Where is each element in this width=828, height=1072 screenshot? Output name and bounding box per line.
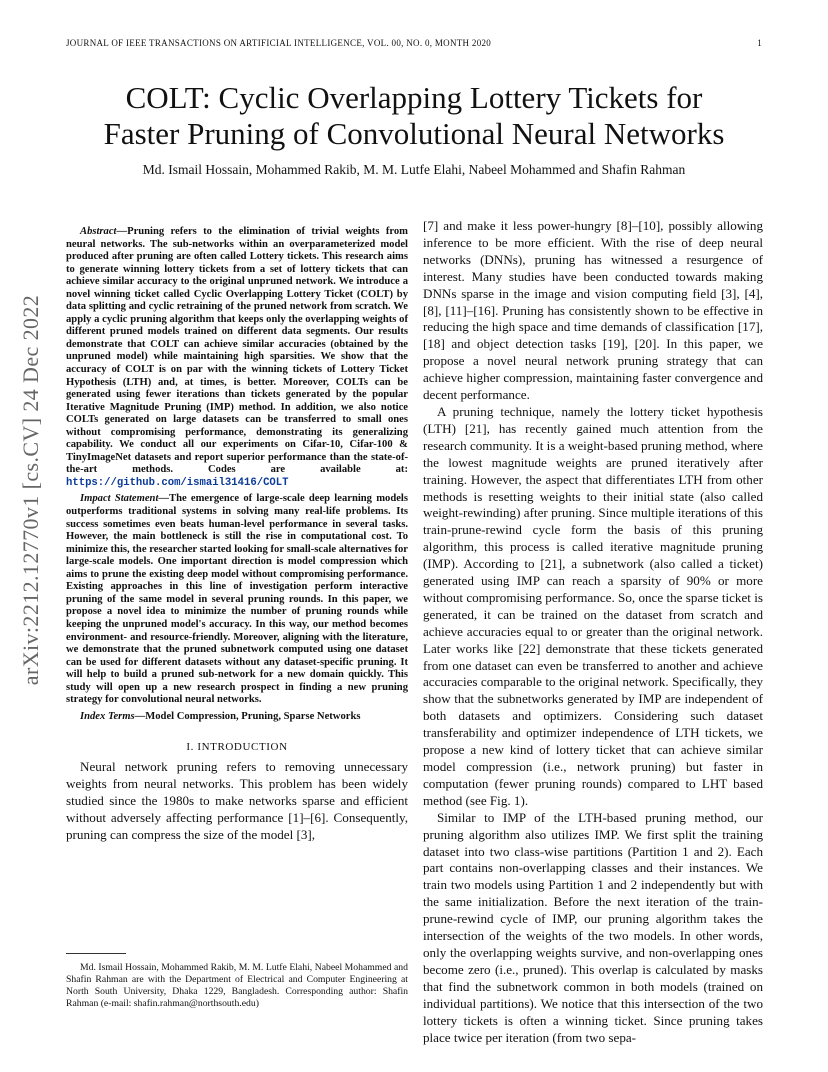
index-terms-text: —Model Compression, Pruning, Sparse Networks	[134, 710, 361, 722]
right-column	[423, 218, 763, 1046]
journal-name: JOURNAL OF IEEE TRANSACTIONS ON ARTIFICIAL INTELLIGENCE, VOL. 00, NO. 0, MONTH 2020	[66, 38, 492, 48]
section-heading: I. INTRODUCTION	[186, 741, 288, 754]
impact-text: —The emergence of large-scale deep learning models outperforms traditional systems in solving many real-life problems. Its success sometimes even beats human-level performance in several tasks. However, the main bottleneck is still the rise in computational cost. To minimize this, the researcher started looking for small-scale alternatives for large-scale models. One important direction is model compression which aims to prune the existing deep model without compromising performance. Existing approaches in this line of investigation perform interactive pruning of the same model in several pruning rounds. In this paper, we propose a novel idea to minimize the number of pruning rounds while keeping the unpruned model's accuracy. In this way, our method becomes environment- and resource-friendly. Moreover, aligning with the literature, we demonstrate that the pruned subnetwork computed using one dataset can be used for different datasets without any dataset-specific pruning. It will help to build a pruned sub-network for a new domain quickly. This study will open up a new research prospect in finding a new pruning strategy for convolutional neural networks.	[66, 493, 408, 706]
page-number: 1	[757, 38, 762, 48]
author-list: Md. Ismail Hossain, Mohammed Rakib, M. M. Lutfe Elahi, Nabeel Mohammed and Shafin Rahman	[142, 162, 686, 177]
paper-title	[40, 80, 788, 152]
code-link[interactable]: https://github.com/ismail31416/COLT	[66, 476, 289, 489]
body-paragraph-1: [7] and make it less power-hungry [8]–[10], possibly allowing inference to be more efficient. With the rise of deep neural networks (DNNs), pruning has witnessed a resurgence of interest. Many studies have been conducted towards making DNNs sparse in the image and vision computing field [3], [4], [8], [11]–[16]. Pruning has consistently shown to be effective in reducing the high space and time demands of classification [17], [18] and object detection tasks [19], [20]. In this paper, we propose a novel neural network pruning strategy that can achieve higher compression, maintaining faster convergence and decent performance.	[423, 218, 763, 403]
running-header	[66, 38, 762, 48]
title-line-1: COLT: Cyclic Overlapping Lottery Tickets for	[125, 80, 703, 115]
abstract-label: Abstract	[80, 226, 117, 237]
left-column	[66, 226, 408, 844]
abstract	[66, 226, 408, 723]
arxiv-stamp	[10, 294, 52, 686]
arxiv-id: arXiv:2212.12770v1 [cs.CV] 24 Dec 2022	[18, 294, 43, 686]
index-terms-label: Index Terms	[80, 710, 135, 722]
intro-paragraph: Neural network pruning refers to removing unnecessary weights from neural networks. This problem has been widely studied since the 1980s to make networks sparse and efficient without adversely affecting performance [1]–[6]. Consequently, pruning can compress the size of the model [3],	[66, 759, 408, 842]
body-paragraph-3: Similar to IMP of the LTH-based pruning method, our pruning algorithm also utilizes IMP. We first split the training dataset into two class-wise partitions (Partition 1 and 2). Each part contains non-overlapping classes and their instances. We train two models using Partition 1 and 2 independently but with the same initialization. Before the next iteration of the train-prune-rewind cycle of IMP, our pruning algorithm takes the intersection of the weights of the two models. In other words, only the overlapping weights survive, and non-overlapping ones become zero (i.e., pruned). This overlap is calculated by masks that find the subnetwork common in both models (trained on individual partitions). We notice that this intersection of the two lottery tickets is often a winning ticket. Since pruning takes place twice per iteration (from two sepa-	[423, 809, 763, 1045]
footnote-rule	[66, 953, 126, 954]
impact-label: Impact Statement	[80, 493, 159, 505]
abstract-text: —Pruning refers to the elimination of trivial weights from neural networks. The sub-networks within an overparameterized model produced after pruning are often called Lottery tickets. This research aims to generate winning lottery tickets from a set of lottery tickets that can achieve similar accuracy to the original unpruned network. We introduce a novel winning ticket called Cyclic Overlapping Lottery Ticket (COLT) by data splitting and cyclic retraining of the pruned network from scratch. We apply a cyclic pruning algorithm that keeps only the overlapping weights of different pruned models trained on different data segments. Our results demonstrate that COLT can achieve similar accuracies (obtained by the unpruned model) while maintaining high sparsities. We show that the accuracy of COLT is on par with the winning tickets of Lottery Ticket Hypothesis (LTH) and, at times, is better. Moreover, COLTs can be generated using fewer iterations than tickets generated by the popular Iterative Magnitude Pruning (IMP) method. In addition, we also notice COLTs generated on large datasets can be transferred to small ones without compromising performance, demonstrating its generalizing capability. We conduct all our experiments on Cifar-10, Cifar-100 & TinyImageNet datasets and report superior performance than the state-of-the-art methods. Codes are available at:	[66, 226, 408, 476]
body-paragraph-2: A pruning technique, namely the lottery ticket hypothesis (LTH) [21], has recently gained much attention from the research community. It is a weight-based pruning method, where the lowest magnitude weights are pruned iteratively after training. However, the aspect that differentiates LTH from other methods is resetting weights to their initial state (also called weight-rewinding) after pruning. Since multiple iterations of this train-prune-rewind cycle form the basis of this pruning algorithm, this process is called iterative magnitude pruning (IMP). According to [21], a subnetwork (also called a ticket) generated using IMP can reach a sparsity of 90% or more without compromising performance. So, once the sparse ticket is generated, it can be trained on the dataset from scratch and achieve accuracies equal to or greater than the original network. Later works like [22] demonstrate that these tickets generated from one dataset can even be transferred to another and achieve accuracies comparable to the original network. Specifically, they show that the subnetworks generated by IMP are independent of both datasets and optimizers. Considering such dataset transferability and optimizer independence of LTH tickets, we propose a new kind of lottery ticket that can achieve similar model compression (i.e., network pruning) but faster in computation (fewer pruning rounds) compared to LHT based method (see Fig. 1).	[423, 403, 763, 808]
title-line-2: Faster Pruning of Convolutional Neural Networks	[103, 116, 725, 151]
affiliation-footnote: Md. Ismail Hossain, Mohammed Rakib, M. M. Lutfe Elahi, Nabeel Mohammed and Shafin Rahman are with the Department of Electrical and Computer Engineering at North South University, Dhaka 1229, Bangladesh. Corresponding author: Shafin Rahman (e-mail: shafin.rahman@northsouth.edu)	[66, 962, 408, 1009]
